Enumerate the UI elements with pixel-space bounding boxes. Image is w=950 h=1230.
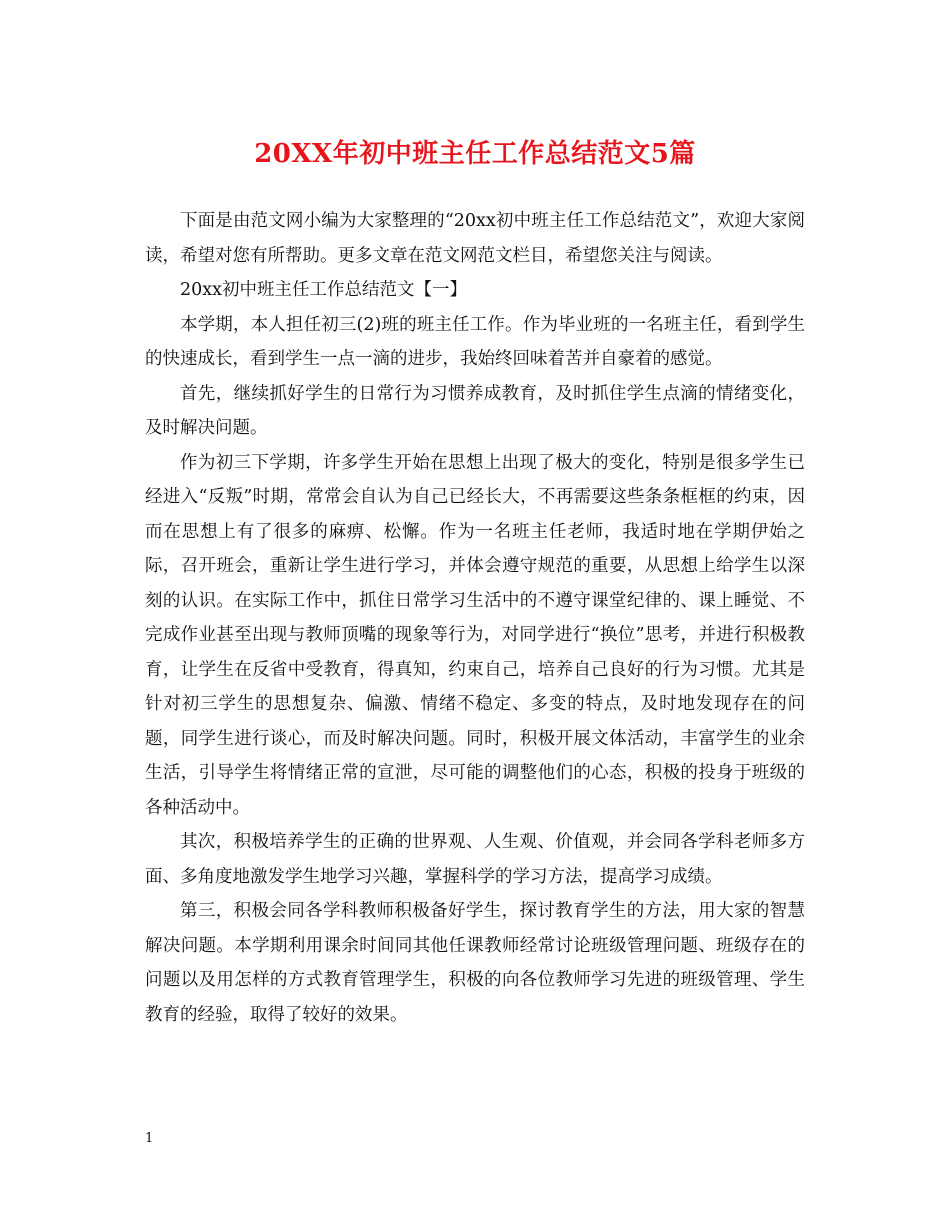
page-number: 1 bbox=[145, 1131, 154, 1146]
document-body bbox=[145, 204, 805, 1032]
paragraph: 本学期，本人担任初三(2)班的班主任工作。作为毕业班的一名班主任，看到学生的快速成长，看到学生一点一滴的进步，我始终回味着苦并自豪着的感觉。 bbox=[145, 314, 805, 369]
section-heading: 20xx初中班主任工作总结范文【一】 bbox=[180, 280, 468, 300]
paragraph: 第三，积极会同各学科教师积极备好学生，探讨教育学生的方法，用大家的智慧解决问题。本学期利用课余时间同其他任课教师经常讨论班级管理问题、班级存在的问题以及用怎样的方式教育管理学生，积极的向各位教师学习先进的班级管理、学生教育的经验，取得了较好的效果。 bbox=[145, 901, 805, 1025]
paragraph-intro: 下面是由范文网小编为大家整理的“20xx初中班主任工作总结范文”，欢迎大家阅读，希望对您有所帮助。更多文章在范文网范文栏目，希望您关注与阅读。 bbox=[145, 211, 805, 266]
paragraph: 其次，积极培养学生的正确的世界观、人生观、价值观，并会同各学科老师多方面、多角度地激发学生地学习兴趣，掌握科学的学习方法，提高学习成绩。 bbox=[145, 832, 805, 887]
paragraph: 首先，继续抓好学生的日常行为习惯养成教育，及时抓住学生点滴的情绪变化，及时解决问题。 bbox=[145, 383, 805, 438]
paragraph: 作为初三下学期，许多学生开始在思想上出现了极大的变化，特别是很多学生已经进入“反叛”时期，常常会自认为自己已经长大，不再需要这些条条框框的约束，因而在思想上有了很多的麻痹、松懈。作为一名班主任老师，我适时地在学期伊始之际，召开班会，重新让学生进行学习，并体会遵守规范的重要，从思想上给学生以深刻的认识。在实际工作中，抓住日常学习生活中的不遵守课堂纪律的、课上睡觉、不完成作业甚至出现与教师顶嘴的现象等行为，对同学进行“换位”思考，并进行积极教育，让学生在反省中受教育，得真知，约束自己，培养自己良好的行为习惯。尤其是针对初三学生的思想复杂、偏激、情绪不稳定、多变的特点，及时地发现存在的问题，同学生进行谈心，而及时解决问题。同时，积极开展文体活动，丰富学生的业余生活，引导学生将情绪正常的宣泄，尽可能的调整他们的心态，积极的投身于班级的各种活动中。 bbox=[145, 452, 805, 818]
document-title: 20XX年初中班主任工作总结范文5篇 bbox=[254, 139, 696, 169]
